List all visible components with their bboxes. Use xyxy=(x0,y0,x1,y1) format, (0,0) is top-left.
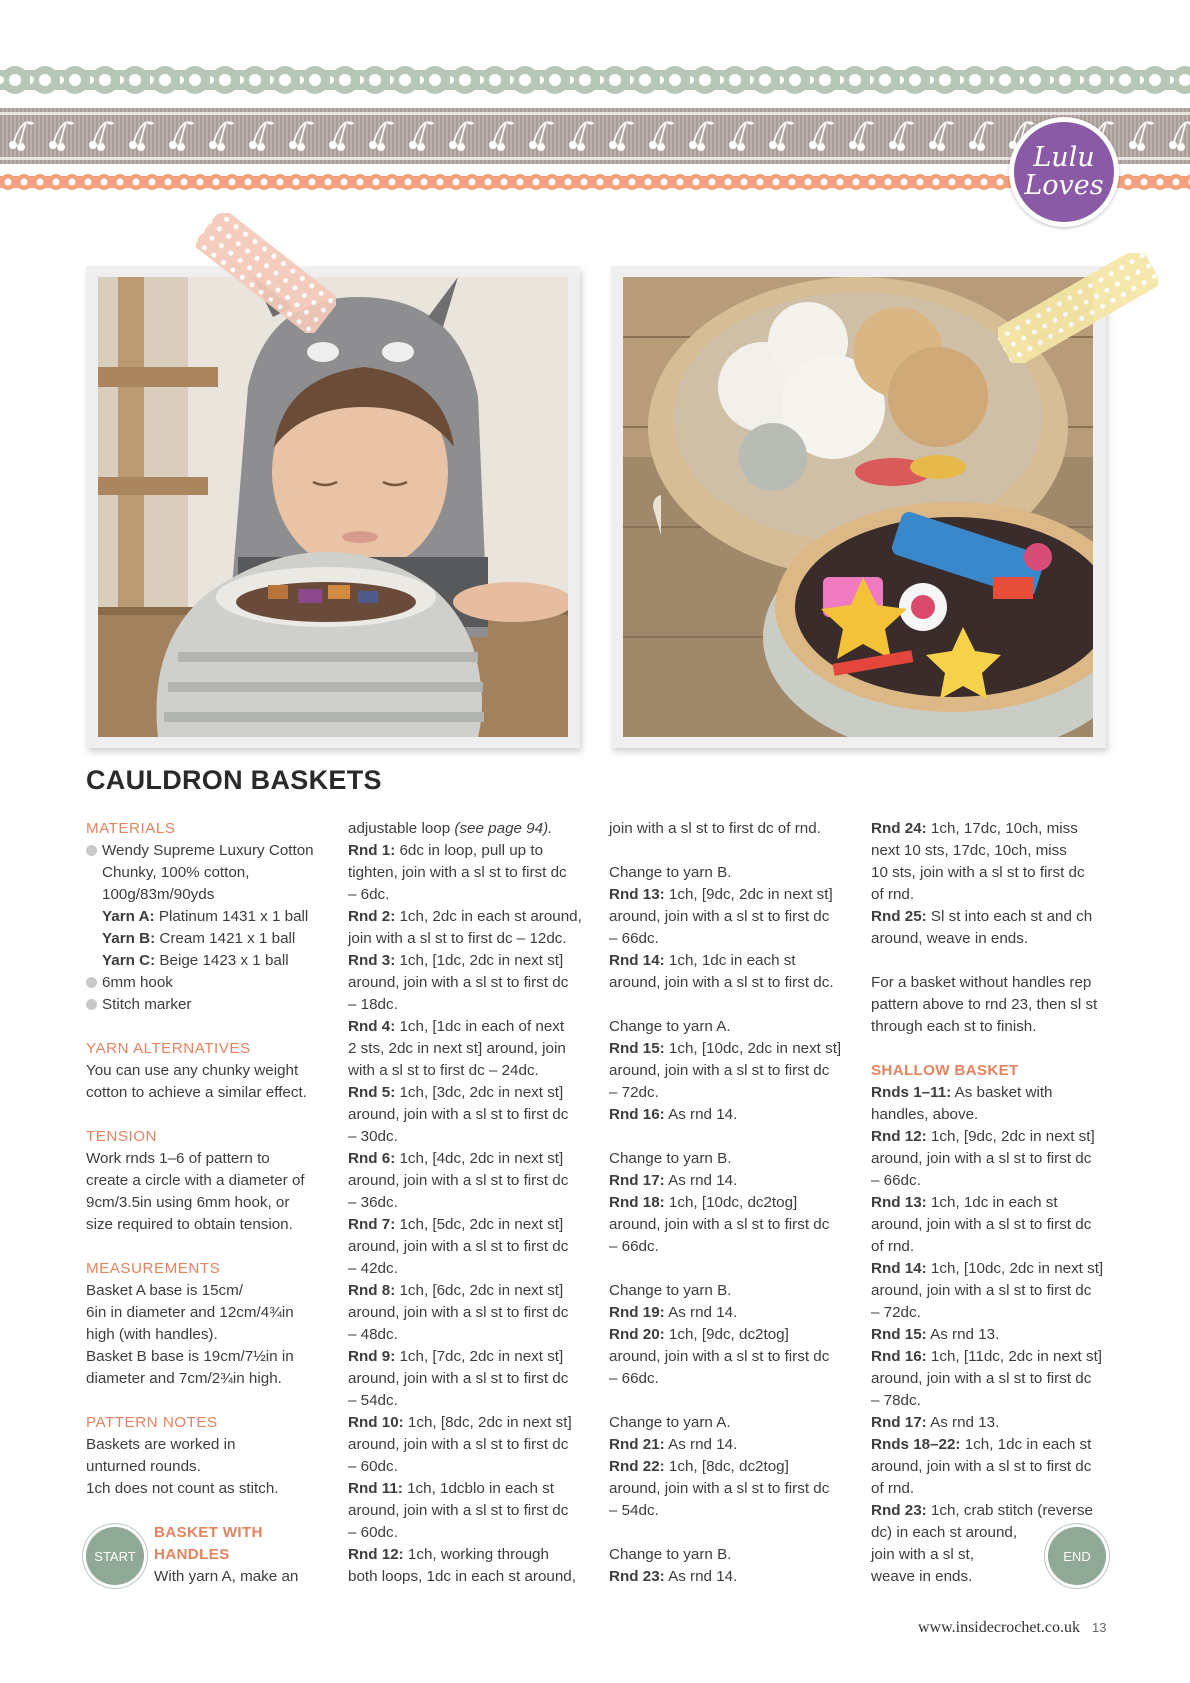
change-yarn-b-3: Change to yarn B. xyxy=(609,1282,732,1299)
rnd13-line2: around, join with a sl st to first dc xyxy=(609,908,830,925)
rnd22-line3: – 54dc. xyxy=(609,1502,659,1519)
rnd9-line3: – 54dc. xyxy=(348,1392,398,1409)
yarn-a xyxy=(86,906,328,928)
rnd18-label: Rnd 18: xyxy=(609,1194,665,1211)
see-page-ref: (see page 94). xyxy=(454,820,553,837)
s-rnd12 xyxy=(871,1126,1113,1148)
rnd15 xyxy=(609,1038,851,1060)
s-rnd14-line3: – 72dc. xyxy=(871,1304,921,1321)
child-with-crochet-basket-photo xyxy=(98,277,568,737)
s-rnd14-text: 1ch, [10dc, 2dc in next st] xyxy=(926,1260,1104,1277)
measurements-heading: MEASUREMENTS xyxy=(86,1260,221,1277)
rnd10-line2: around, join with a sl st to first dc xyxy=(348,1436,569,1453)
rnd22-label: Rnd 22: xyxy=(609,1458,665,1475)
rnd4 xyxy=(348,1016,590,1038)
rnd3-text: 1ch, [1dc, 2dc in next st] xyxy=(395,952,564,969)
rnd14-label: Rnd 14: xyxy=(609,952,665,969)
s-rnds18-22-line3: of rnd. xyxy=(871,1480,915,1497)
s-rnds18-22 xyxy=(871,1434,1113,1456)
tension-line1: Work rnds 1–6 of pattern to xyxy=(86,1150,270,1167)
s-rnd15-label: Rnd 15: xyxy=(871,1326,927,1343)
rnd5-line2: around, join with a sl st to first dc xyxy=(348,1106,569,1123)
alt-line2: cotton to achieve a similar effect. xyxy=(86,1084,307,1101)
rnd10-line3: – 60dc. xyxy=(348,1458,398,1475)
pattern-notes-heading: PATTERN NOTES xyxy=(86,1414,218,1431)
basket-handles-intro: With yarn A, make an xyxy=(154,1568,299,1585)
rnd10-label: Rnd 10: xyxy=(348,1414,404,1431)
rnd17-text: As rnd 14. xyxy=(664,1172,738,1189)
rnd24 xyxy=(871,818,1113,840)
s-rnd23-line4: weave in ends. xyxy=(871,1568,973,1585)
rnd20-label: Rnd 20: xyxy=(609,1326,665,1343)
material-yarn-text: Wendy Supreme Luxury Cotton xyxy=(102,842,314,859)
rnd4-label: Rnd 4: xyxy=(348,1018,396,1035)
change-yarn-a-1: Change to yarn A. xyxy=(609,1018,731,1035)
rnd7-label: Rnd 7: xyxy=(348,1216,396,1233)
rnd17 xyxy=(609,1170,851,1192)
rnd16 xyxy=(609,1104,851,1126)
rnd15-text: 1ch, [10dc, 2dc in next st] xyxy=(664,1040,842,1057)
s-rnds18-22-text: 1ch, 1dc in each st xyxy=(960,1436,1092,1453)
measure-line5: diameter and 7cm/2¾in high. xyxy=(86,1370,282,1387)
s-rnd13-label: Rnd 13: xyxy=(871,1194,927,1211)
material-marker-text: Stitch marker xyxy=(102,996,192,1013)
page-number: 13 xyxy=(1092,1620,1107,1635)
s-rnd12-line2: around, join with a sl st to first dc xyxy=(871,1150,1092,1167)
rnd5-line3: – 30dc. xyxy=(348,1128,398,1145)
change-yarn-b-4: Change to yarn B. xyxy=(609,1546,732,1563)
measure-line3: high (with handles). xyxy=(86,1326,218,1343)
rnd25-text: Sl st into each st and ch xyxy=(926,908,1093,925)
yarn-c-label: Yarn C: xyxy=(102,952,156,969)
s-rnd14-line2: around, join with a sl st to first dc xyxy=(871,1282,1092,1299)
s-rnds1-11-text: As basket with xyxy=(951,1084,1053,1101)
rnd9 xyxy=(348,1346,590,1368)
material-yarn xyxy=(86,840,328,862)
column-materials xyxy=(86,818,328,1588)
rnd6-text: 1ch, [4dc, 2dc in next st] xyxy=(395,1150,564,1167)
rnd8-line3: – 48dc. xyxy=(348,1326,398,1343)
header-lace-band xyxy=(0,60,1190,100)
rnd3-label: Rnd 3: xyxy=(348,952,396,969)
rnd6-line2: around, join with a sl st to first dc xyxy=(348,1172,569,1189)
s-rnd14 xyxy=(871,1258,1113,1280)
no-handles-line1: For a basket without handles rep xyxy=(871,974,1092,991)
rnd2-label: Rnd 2: xyxy=(348,908,396,925)
rnd16-text: As rnd 14. xyxy=(664,1106,738,1123)
s-rnd15-text: As rnd 13. xyxy=(926,1326,1000,1343)
rnd11-label: Rnd 11: xyxy=(348,1480,403,1497)
rnd21-text: As rnd 14. xyxy=(664,1436,738,1453)
notes-line3: 1ch does not count as stitch. xyxy=(86,1480,279,1497)
rnd25 xyxy=(871,906,1113,928)
s-rnd15 xyxy=(871,1324,1113,1346)
rnd22 xyxy=(609,1456,851,1478)
rnd23-label: Rnd 23: xyxy=(609,1568,665,1585)
rnd7-line2: around, join with a sl st to first dc xyxy=(348,1238,569,1255)
s-rnd16-text: 1ch, [11dc, 2dc in next st] xyxy=(926,1348,1103,1365)
rnd14-text: 1ch, 1dc in each st xyxy=(664,952,796,969)
yarn-c-text: Beige 1423 x 1 ball xyxy=(155,952,289,969)
rnd18 xyxy=(609,1192,851,1214)
rnd9-line2: around, join with a sl st to first dc xyxy=(348,1370,569,1387)
rnd13-text: 1ch, [9dc, 2dc in next st] xyxy=(664,886,833,903)
rnd8-label: Rnd 8: xyxy=(348,1282,396,1299)
rnd18-text: 1ch, [10dc, dc2tog] xyxy=(664,1194,798,1211)
change-yarn-b-1: Change to yarn B. xyxy=(609,864,732,881)
rnd1-line3: – 6dc. xyxy=(348,886,390,903)
tension-line3: 9cm/3.5in using 6mm hook, or xyxy=(86,1194,290,1211)
rnd24-label: Rnd 24: xyxy=(871,820,927,837)
s-rnds1-11-line2: handles, above. xyxy=(871,1106,979,1123)
notes-line1: Baskets are worked in xyxy=(86,1436,236,1453)
rnd12-line3: join with a sl st to first dc of rnd. xyxy=(609,820,821,837)
s-rnd17-label: Rnd 17: xyxy=(871,1414,927,1431)
rnd14-line2: around, join with a sl st to first dc. xyxy=(609,974,834,991)
rnd19-label: Rnd 19: xyxy=(609,1304,665,1321)
rnd13 xyxy=(609,884,851,906)
tension-line2: create a circle with a diameter of xyxy=(86,1172,305,1189)
rnd10-text: 1ch, [8dc, 2dc in next st] xyxy=(403,1414,572,1431)
s-rnd16-label: Rnd 16: xyxy=(871,1348,927,1365)
rnd24-line4: of rnd. xyxy=(871,886,915,903)
rnd19-text: As rnd 14. xyxy=(664,1304,738,1321)
s-rnd13-line3: of rnd. xyxy=(871,1238,915,1255)
rnd12-line2: both loops, 1dc in each st around, xyxy=(348,1568,576,1585)
rnd1-text: 6dc in loop, pull up to xyxy=(395,842,544,859)
rnd2-line2: join with a sl st to first dc – 12dc. xyxy=(348,930,567,947)
footer-website-link[interactable]: www.insidecrochet.co.uk xyxy=(918,1619,1081,1636)
page-title: CAULDRON BASKETS xyxy=(86,765,382,795)
tension-heading: TENSION xyxy=(86,1128,158,1145)
s-rnd16-line3: – 78dc. xyxy=(871,1392,921,1409)
rnd12-label: Rnd 12: xyxy=(348,1546,404,1563)
rnd18-line3: – 66dc. xyxy=(609,1238,659,1255)
rnd9-text: 1ch, [7dc, 2dc in next st] xyxy=(395,1348,564,1365)
rnd15-line3: – 72dc. xyxy=(609,1084,659,1101)
rnd9-label: Rnd 9: xyxy=(348,1348,396,1365)
rnd20-line2: around, join with a sl st to first dc xyxy=(609,1348,830,1365)
photo-child-basket-frame xyxy=(86,266,580,748)
end-seal: END xyxy=(1048,1527,1106,1585)
rnd16-label: Rnd 16: xyxy=(609,1106,665,1123)
s-rnd16 xyxy=(871,1346,1113,1368)
rnd14 xyxy=(609,950,851,972)
rnd11-line3: – 60dc. xyxy=(348,1524,398,1541)
rnd1 xyxy=(348,840,590,862)
s-rnd17-text: As rnd 13. xyxy=(926,1414,1000,1431)
rnd11-text: 1ch, 1dcblo in each st xyxy=(402,1480,554,1497)
basket-handles-heading-1: BASKET WITH xyxy=(154,1524,263,1541)
rnd19 xyxy=(609,1302,851,1324)
material-yarn-line3: 100g/83m/90yds xyxy=(102,886,215,903)
lulu-loves-badge xyxy=(1009,117,1119,227)
s-rnd23-line2: dc) in each st around, xyxy=(871,1524,1018,1541)
s-rnd17 xyxy=(871,1412,1113,1434)
s-rnds1-11 xyxy=(871,1082,1113,1104)
s-rnd13-text: 1ch, 1dc in each st xyxy=(926,1194,1058,1211)
rnd24-line3: 10 sts, join with a sl st to first dc xyxy=(871,864,1085,881)
start-seal: START xyxy=(86,1527,144,1585)
s-rnd12-label: Rnd 12: xyxy=(871,1128,927,1145)
s-rnd23-label: Rnd 23: xyxy=(871,1502,927,1519)
s-rnds1-11-label: Rnds 1–11: xyxy=(871,1084,952,1101)
material-hook-text: 6mm hook xyxy=(102,974,173,991)
yarn-a-text: Platinum 1431 x 1 ball xyxy=(154,908,309,925)
rnd8 xyxy=(348,1280,590,1302)
column-basket-handles-1 xyxy=(348,818,590,1588)
no-handles-line2: pattern above to rnd 23, then sl st xyxy=(871,996,1098,1013)
s-rnds18-22-label: Rnds 18–22: xyxy=(871,1436,961,1453)
rnd6-label: Rnd 6: xyxy=(348,1150,396,1167)
rnd13-label: Rnd 13: xyxy=(609,886,665,903)
yarn-alternatives-heading: YARN ALTERNATIVES xyxy=(86,1040,251,1057)
rnd8-text: 1ch, [6dc, 2dc in next st] xyxy=(395,1282,564,1299)
yarn-c xyxy=(86,950,328,972)
badge-line2: Loves xyxy=(1024,170,1104,201)
rnd11-line2: around, join with a sl st to first dc xyxy=(348,1502,569,1519)
rnd12-text: 1ch, working through xyxy=(403,1546,549,1563)
no-handles-line3: through each st to finish. xyxy=(871,1018,1037,1035)
yarn-a-label: Yarn A: xyxy=(102,908,155,925)
rnd13-line3: – 66dc. xyxy=(609,930,659,947)
rnd5-label: Rnd 5: xyxy=(348,1084,396,1101)
rnd6-line3: – 36dc. xyxy=(348,1194,398,1211)
rnd10 xyxy=(348,1412,590,1434)
rnd20 xyxy=(609,1324,851,1346)
rnd18-line2: around, join with a sl st to first dc xyxy=(609,1216,830,1233)
change-yarn-a-2: Change to yarn A. xyxy=(609,1414,731,1431)
rnd20-text: 1ch, [9dc, dc2tog] xyxy=(664,1326,789,1343)
rnd2 xyxy=(348,906,590,928)
yarn-b-label: Yarn B: xyxy=(102,930,156,947)
alt-line1: You can use any chunky weight xyxy=(86,1062,299,1079)
rnd7-text: 1ch, [5dc, 2dc in next st] xyxy=(395,1216,564,1233)
rnd17-label: Rnd 17: xyxy=(609,1172,665,1189)
rnd8-line2: around, join with a sl st to first dc xyxy=(348,1304,569,1321)
rnd5-text: 1ch, [3dc, 2dc in next st] xyxy=(395,1084,564,1101)
rnd22-text: 1ch, [8dc, dc2tog] xyxy=(664,1458,789,1475)
rnd3 xyxy=(348,950,590,972)
rnd23-text: As rnd 14. xyxy=(664,1568,738,1585)
material-hook xyxy=(86,972,328,994)
measure-line4: Basket B base is 19cm/7½in in xyxy=(86,1348,294,1365)
rnd11 xyxy=(348,1478,590,1500)
rnd12 xyxy=(348,1544,590,1566)
s-rnd16-line2: around, join with a sl st to first dc xyxy=(871,1370,1092,1387)
rnd21-label: Rnd 21: xyxy=(609,1436,665,1453)
rnd24-line2: next 10 sts, 17dc, 10ch, miss xyxy=(871,842,1067,859)
rnd24-text: 1ch, 17dc, 10ch, miss xyxy=(926,820,1078,837)
rnd21 xyxy=(609,1434,851,1456)
s-rnd23-line3: join with a sl st, xyxy=(871,1546,974,1563)
pink-washi-tape xyxy=(196,213,336,333)
rnd7-line3: – 42dc. xyxy=(348,1260,398,1277)
rnd4-line3: with a sl st to first dc – 24dc. xyxy=(348,1062,539,1079)
s-rnd13 xyxy=(871,1192,1113,1214)
rnd6 xyxy=(348,1148,590,1170)
s-rnds18-22-line2: around, join with a sl st to first dc xyxy=(871,1458,1092,1475)
loop-text: adjustable loop xyxy=(348,820,455,837)
rnd15-line2: around, join with a sl st to first dc xyxy=(609,1062,830,1079)
rnd22-line2: around, join with a sl st to first dc xyxy=(609,1480,830,1497)
yellow-washi-tape xyxy=(998,253,1158,363)
shallow-basket-heading: SHALLOW BASKET xyxy=(871,1062,1019,1079)
change-yarn-b-2: Change to yarn B. xyxy=(609,1150,732,1167)
rnd23 xyxy=(609,1566,851,1588)
s-rnd23-text: 1ch, crab stitch (reverse xyxy=(926,1502,1093,1519)
notes-line2: unturned rounds. xyxy=(86,1458,201,1475)
s-rnd13-line2: around, join with a sl st to first dc xyxy=(871,1216,1092,1233)
badge-line1: Lulu xyxy=(1033,142,1095,173)
rnd15-label: Rnd 15: xyxy=(609,1040,665,1057)
measure-line1: Basket A base is 15cm/ xyxy=(86,1282,244,1299)
rnd4-text: 1ch, [1dc in each of next xyxy=(395,1018,565,1035)
rnd1-line2: tighten, join with a sl st to first dc xyxy=(348,864,567,881)
rnd2-text: 1ch, 2dc in each st around, xyxy=(395,908,582,925)
materials-heading: MATERIALS xyxy=(86,820,176,837)
rnd1-label: Rnd 1: xyxy=(348,842,396,859)
basket-handles-heading-2: HANDLES xyxy=(154,1546,230,1563)
s-rnd12-text: 1ch, [9dc, 2dc in next st] xyxy=(926,1128,1095,1145)
s-rnd23 xyxy=(871,1500,1113,1522)
column-shallow-basket xyxy=(871,818,1113,1588)
rnd7 xyxy=(348,1214,590,1236)
s-rnd12-line3: – 66dc. xyxy=(871,1172,921,1189)
material-yarn-line2: Chunky, 100% cotton, xyxy=(102,864,250,881)
yarn-b xyxy=(86,928,328,950)
material-marker xyxy=(86,994,328,1016)
rnd3-line2: around, join with a sl st to first dc xyxy=(348,974,569,991)
measure-line2: 6in in diameter and 12cm/4¾in xyxy=(86,1304,294,1321)
column-basket-handles-2 xyxy=(609,818,851,1588)
tension-line4: size required to obtain tension. xyxy=(86,1216,293,1233)
s-rnd14-label: Rnd 14: xyxy=(871,1260,927,1277)
adjustable-loop-line xyxy=(348,818,590,840)
yarn-b-text: Cream 1421 x 1 ball xyxy=(155,930,296,947)
rnd3-line3: – 18dc. xyxy=(348,996,398,1013)
rnd25-label: Rnd 25: xyxy=(871,908,927,925)
rnd20-line3: – 66dc. xyxy=(609,1370,659,1387)
rnd4-line2: 2 sts, 2dc in next st] around, join xyxy=(348,1040,566,1057)
rnd25-line2: around, weave in ends. xyxy=(871,930,1029,947)
rnd5 xyxy=(348,1082,590,1104)
